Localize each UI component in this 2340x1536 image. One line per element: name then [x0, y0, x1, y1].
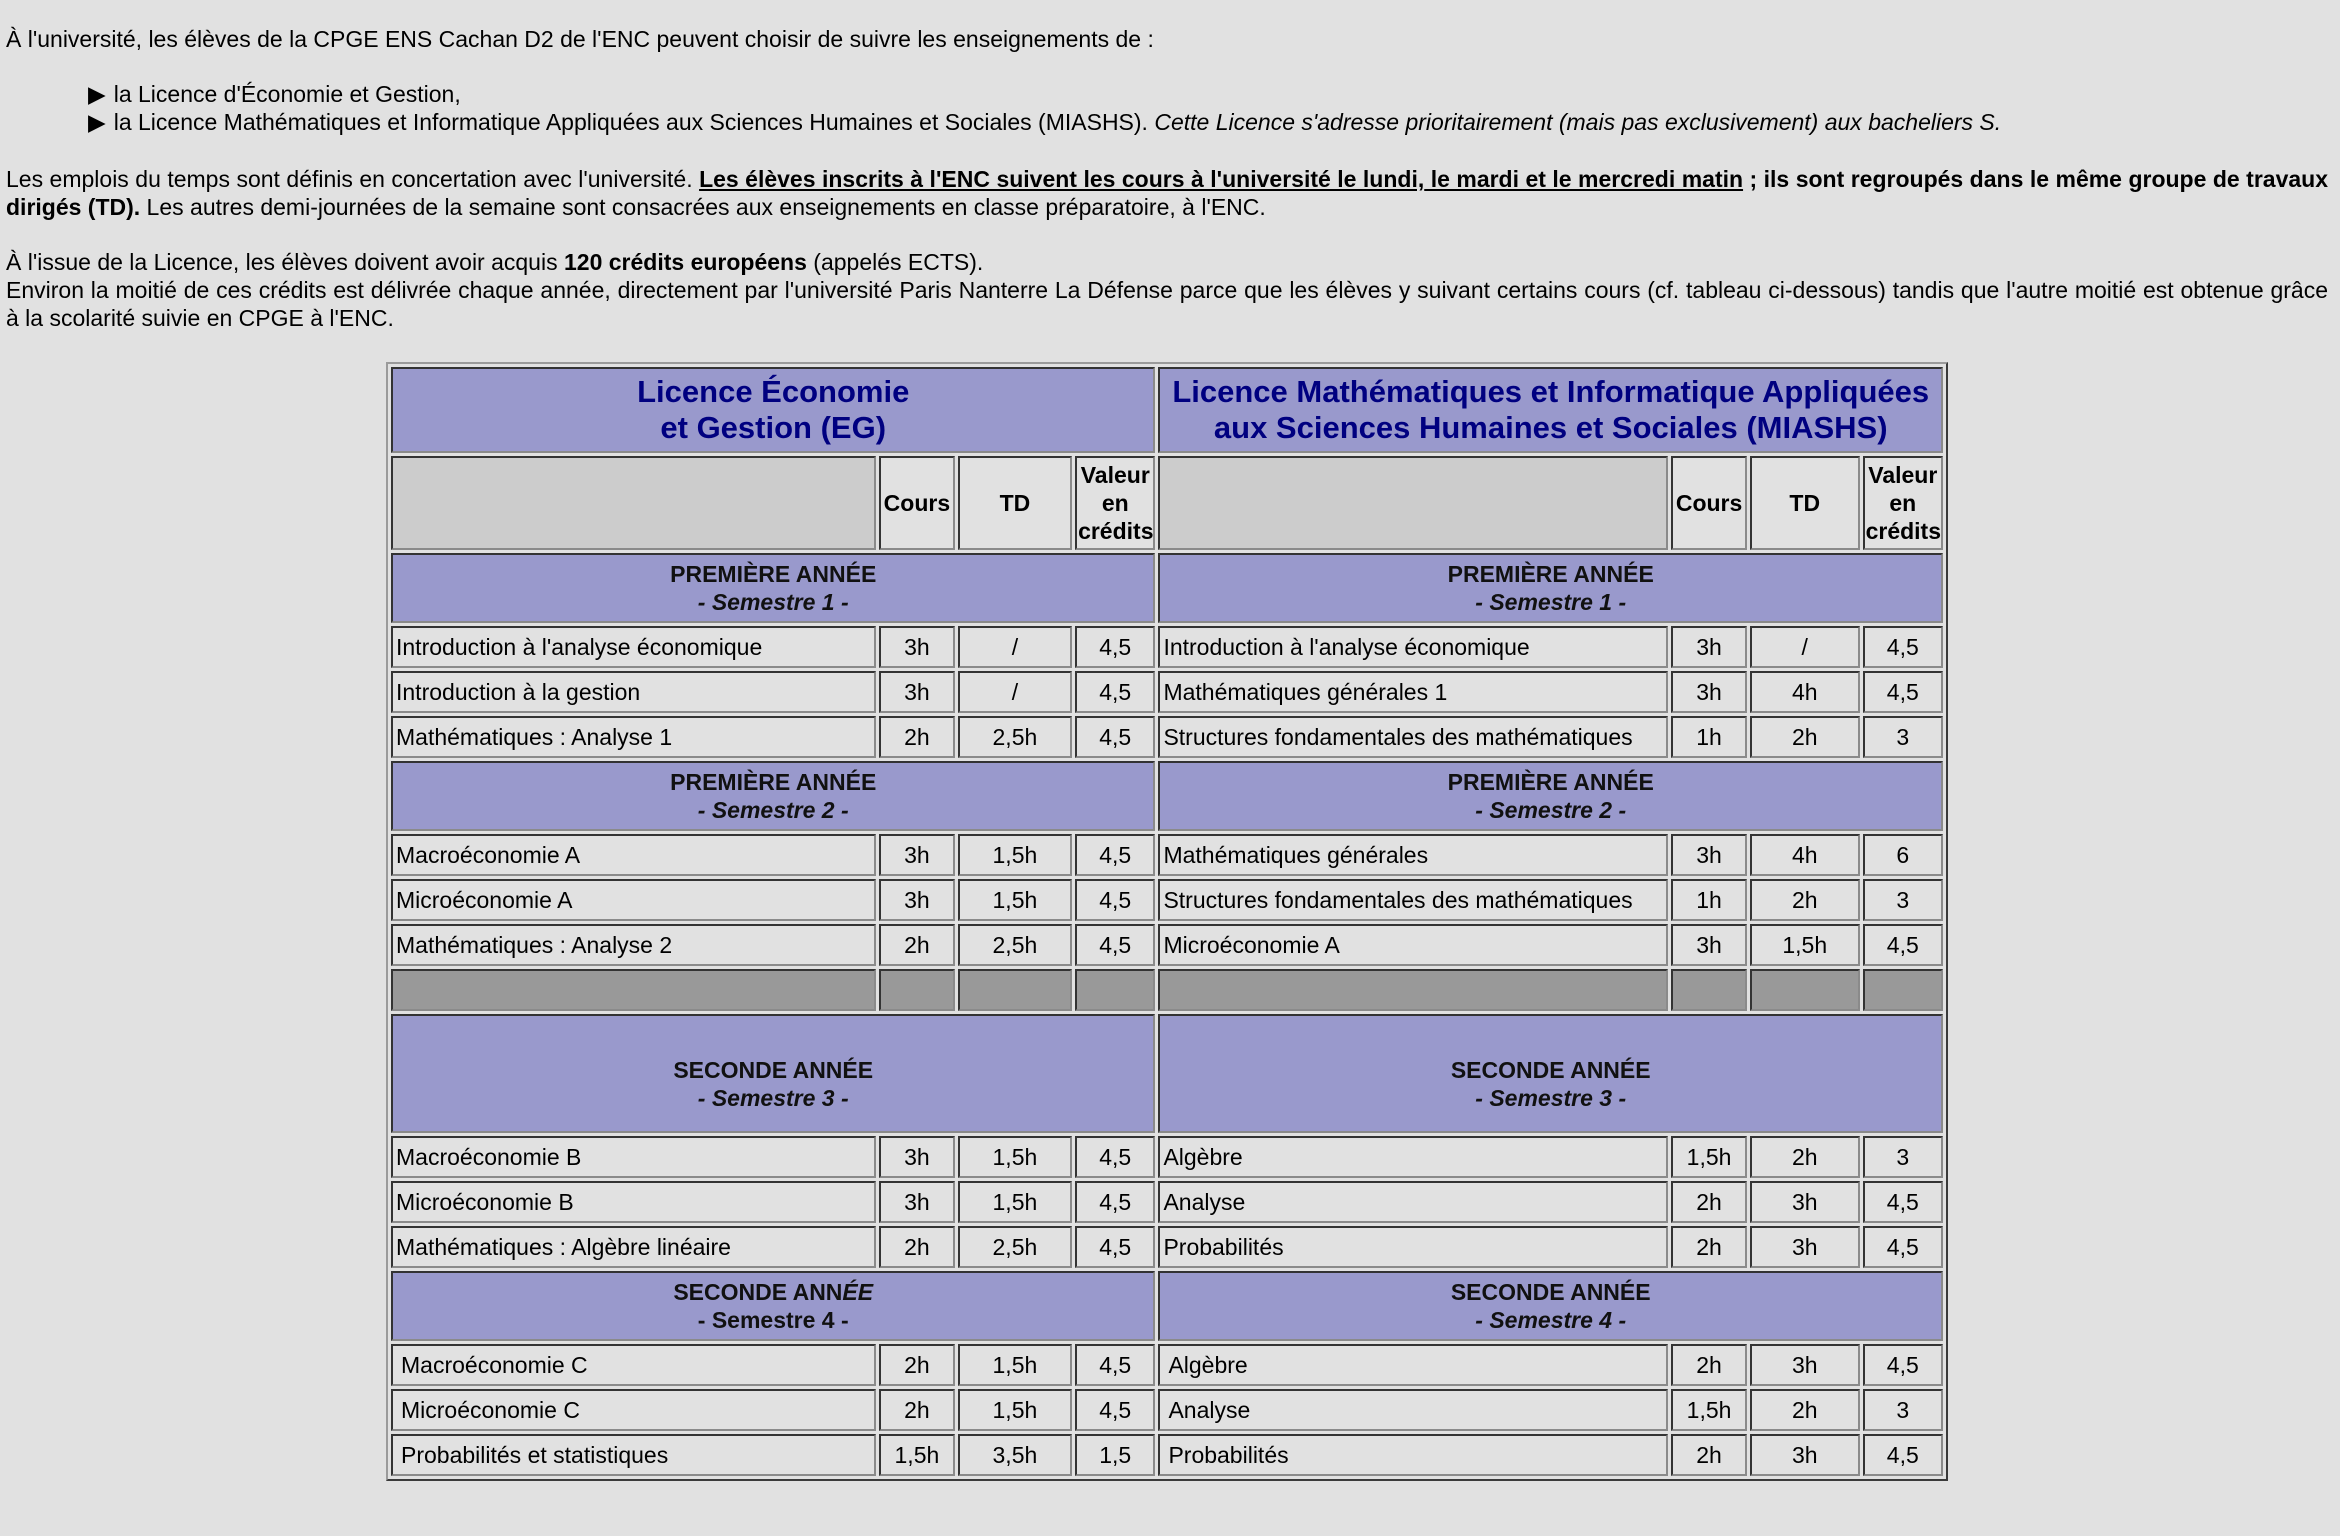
td-hours: 1,5h — [958, 879, 1072, 921]
credits-paragraph — [6, 248, 2328, 276]
licence-list — [88, 80, 2001, 136]
credits-value: 4,5 — [1075, 671, 1155, 713]
cours-hours: 3h — [879, 834, 955, 876]
course-name: Mathématiques : Analyse 1 — [391, 716, 876, 758]
list-item-text: la Licence d'Économie et Gestion, — [113, 81, 461, 107]
credits-value: 4,5 — [1075, 1344, 1155, 1386]
col-header-credits-line-3: crédits — [1078, 518, 1154, 544]
schedule-days-underlined-2: le mardi et le mercredi matin — [1424, 166, 1744, 192]
separator-cell — [1158, 969, 1668, 1011]
course-name: Macroéconomie C — [391, 1344, 876, 1386]
cours-hours: 2h — [879, 1226, 955, 1268]
cours-hours: 2h — [879, 924, 955, 966]
cours-hours: 2h — [1671, 1226, 1747, 1268]
cours-hours: 1h — [1671, 879, 1747, 921]
year-label: PREMIÈRE ANNÉE — [670, 769, 877, 795]
td-hours: 2h — [1750, 1136, 1860, 1178]
credits-count: 120 crédits européens — [563, 249, 807, 275]
year-label: PREMIÈRE ANNÉE — [1447, 769, 1654, 795]
td-hours: 3h — [1750, 1344, 1860, 1386]
td-hours: 1,5h — [958, 834, 1072, 876]
year-label: SECONDE ANNÉE — [1450, 1279, 1651, 1305]
section-header — [391, 553, 1155, 623]
miashs-title-line-1: Licence Mathématiques et Informatique Appliquées — [1172, 374, 1930, 409]
year-label: SECONDE ANNÉE — [673, 1056, 874, 1083]
cours-hours: 1,5h — [1671, 1389, 1747, 1431]
col-header-td: TD — [958, 456, 1072, 550]
course-name: Structures fondamentales des mathématiques — [1158, 879, 1668, 921]
miashs-title-line-2: aux Sciences Humaines et Sociales (MIASHS) — [1213, 410, 1888, 445]
col-header-cours: Cours — [879, 456, 955, 550]
semester-label: - Semestre 1 - — [697, 589, 849, 615]
course-name: Microéconomie B — [391, 1181, 876, 1223]
separator-cell — [879, 969, 955, 1011]
credits-value: 6 — [1863, 834, 1943, 876]
td-hours: / — [958, 626, 1072, 668]
cours-hours: 2h — [879, 1389, 955, 1431]
semester-label: - Semestre 3 - — [1475, 1084, 1627, 1111]
credits-value: 4,5 — [1863, 1434, 1943, 1476]
semester-label: - Semestre 4 - — [1475, 1307, 1627, 1333]
td-hours: 3h — [1750, 1181, 1860, 1223]
course-name: Probabilités et statistiques — [391, 1434, 876, 1476]
semester-label: - Semestre 4 - — [697, 1307, 849, 1333]
td-hours: 2h — [1750, 716, 1860, 758]
td-hours: 2,5h — [958, 1226, 1072, 1268]
course-name: Probabilités — [1158, 1226, 1668, 1268]
semester-label: - Semestre 2 - — [697, 797, 849, 823]
semester-label: - Semestre 3 - — [697, 1084, 849, 1111]
credits-value: 4,5 — [1075, 716, 1155, 758]
course-name: Macroéconomie A — [391, 834, 876, 876]
cours-hours: 3h — [879, 1181, 955, 1223]
licence-table — [386, 362, 1948, 1481]
separator-cell — [391, 969, 876, 1011]
credits-value: 4,5 — [1863, 1226, 1943, 1268]
course-name: Mathématiques : Algèbre linéaire — [391, 1226, 876, 1268]
semester-label: - Semestre 2 - — [1475, 797, 1627, 823]
course-name: Microéconomie C — [391, 1389, 876, 1431]
list-item — [88, 80, 2001, 108]
year-label: PREMIÈRE ANNÉE — [1447, 561, 1654, 587]
cours-hours: 1,5h — [1671, 1136, 1747, 1178]
eg-title — [391, 367, 1155, 453]
section-header — [1158, 553, 1943, 623]
td-hours: / — [1750, 626, 1860, 668]
credits-text: À l'issue de la Licence, les élèves doivent avoir acquis — [6, 249, 564, 275]
table-row — [391, 1434, 1943, 1476]
credits-text-end: (appelés ECTS). — [806, 249, 984, 275]
td-hours: 2,5h — [958, 924, 1072, 966]
table-row — [391, 1389, 1943, 1431]
intro-paragraph: À l'université, les élèves de la CPGE ENS Cachan D2 de l'ENC peuvent choisir de suivre les enseignements de : — [6, 26, 1154, 52]
course-name: Probabilités — [1158, 1434, 1668, 1476]
credits-value: 1,5 — [1075, 1434, 1155, 1476]
credits-value: 3 — [1863, 1136, 1943, 1178]
credits-value: 4,5 — [1075, 924, 1155, 966]
credits-value: 4,5 — [1075, 1181, 1155, 1223]
semester-label: - Semestre 1 - — [1475, 589, 1627, 615]
list-item — [88, 108, 2001, 136]
td-hours: 2h — [1750, 879, 1860, 921]
td-hours: 3h — [1750, 1226, 1860, 1268]
cours-hours: 3h — [879, 626, 955, 668]
cours-hours: 3h — [879, 1136, 955, 1178]
col-header-credits-line-2: en — [1889, 490, 1917, 516]
separator-cell — [958, 969, 1072, 1011]
course-name: Microéconomie A — [1158, 924, 1668, 966]
table-row — [391, 1136, 1943, 1178]
credits-value: 4,5 — [1075, 879, 1155, 921]
table-row — [391, 924, 1943, 966]
course-name: Algèbre — [1158, 1136, 1668, 1178]
credits-value: 4,5 — [1863, 626, 1943, 668]
schedule-group-text: ; ils sont regroupés dans le même groupe de travaux dirigés (TD). — [6, 166, 2329, 220]
cours-hours: 2h — [1671, 1181, 1747, 1223]
year-label: SECONDE ANN — [673, 1279, 843, 1305]
cours-hours: 1,5h — [879, 1434, 955, 1476]
triangle-right-icon: ▶ — [88, 109, 106, 135]
td-hours: 2h — [1750, 1389, 1860, 1431]
year-label: PREMIÈRE ANNÉE — [670, 561, 877, 587]
schedule-rest-text: Les autres demi-journées de la semaine sont consacrées aux enseignements en classe préparatoire, à l'ENC. — [140, 194, 1266, 220]
section-header — [1158, 1271, 1943, 1341]
td-hours: 4h — [1750, 834, 1860, 876]
table-row — [391, 879, 1943, 921]
year-label-italic: ÉE — [842, 1279, 874, 1305]
td-hours: 3,5h — [958, 1434, 1072, 1476]
miashs-title — [1158, 367, 1943, 453]
separator-cell — [1750, 969, 1860, 1011]
credits-detail-paragraph: Environ la moitié de ces crédits est délivrée chaque année, directement par l'université Paris Nanterre La Défense parce que les élèves y suivant certains cours (cf. tableau ci-dessous) tandis que l'autre moitié est obtenue grâce à la scolarité suivie en CPGE à l'ENC. — [6, 277, 2328, 331]
eg-title-line-1: Licence Économie — [637, 374, 910, 409]
credits-value: 3 — [1863, 1389, 1943, 1431]
td-hours: 4h — [1750, 671, 1860, 713]
course-name: Microéconomie A — [391, 879, 876, 921]
cours-hours: 2h — [1671, 1434, 1747, 1476]
year-label: SECONDE ANNÉE — [1450, 1056, 1651, 1083]
section-header — [391, 761, 1155, 831]
col-header-cours: Cours — [1671, 456, 1747, 550]
separator-cell — [1075, 969, 1155, 1011]
credits-value: 4,5 — [1075, 626, 1155, 668]
col-header-td: TD — [1750, 456, 1860, 550]
table-row — [391, 1344, 1943, 1386]
course-name: Introduction à la gestion — [391, 671, 876, 713]
td-hours: 1,5h — [958, 1389, 1072, 1431]
separator-cell — [1671, 969, 1747, 1011]
table-row — [391, 671, 1943, 713]
cours-hours: 3h — [1671, 834, 1747, 876]
blank-header-cell — [1158, 456, 1668, 550]
cours-hours: 3h — [1671, 626, 1747, 668]
section-header — [391, 1271, 1155, 1341]
credits-value: 4,5 — [1075, 1389, 1155, 1431]
course-name: Structures fondamentales des mathématiques — [1158, 716, 1668, 758]
cours-hours: 2h — [879, 1344, 955, 1386]
credits-value: 4,5 — [1863, 671, 1943, 713]
table-row — [391, 1181, 1943, 1223]
table-row — [391, 834, 1943, 876]
td-hours: 3h — [1750, 1434, 1860, 1476]
credits-value: 4,5 — [1863, 1344, 1943, 1386]
td-hours: 1,5h — [958, 1344, 1072, 1386]
col-header-credits-line-2: en — [1101, 490, 1129, 516]
separator-row — [391, 969, 1943, 1011]
td-hours: 2,5h — [958, 716, 1072, 758]
course-name: Mathématiques : Analyse 2 — [391, 924, 876, 966]
list-item-text: la Licence Mathématiques et Informatique Appliquées aux Sciences Humaines et Sociales (MIASHS). — [113, 109, 1148, 135]
course-name: Analyse — [1158, 1389, 1668, 1431]
section-header — [1158, 761, 1943, 831]
schedule-paragraph — [6, 165, 2328, 221]
course-name: Macroéconomie B — [391, 1136, 876, 1178]
table-row — [391, 716, 1943, 758]
col-header-credits-line-3: crédits — [1865, 518, 1942, 544]
schedule-text: Les emplois du temps sont définis en concertation avec l'université. — [6, 166, 700, 192]
course-name: Analyse — [1158, 1181, 1668, 1223]
blank-header-cell — [391, 456, 876, 550]
col-header-credits — [1075, 456, 1155, 550]
separator-cell — [1863, 969, 1943, 1011]
credits-value: 4,5 — [1075, 1226, 1155, 1268]
course-name: Introduction à l'analyse économique — [391, 626, 876, 668]
cours-hours: 3h — [1671, 924, 1747, 966]
td-hours: 1,5h — [1750, 924, 1860, 966]
course-name: Mathématiques générales — [1158, 834, 1668, 876]
table-row — [391, 1226, 1943, 1268]
td-hours: / — [958, 671, 1072, 713]
cours-hours: 3h — [879, 671, 955, 713]
cours-hours: 2h — [879, 716, 955, 758]
eg-title-line-2: et Gestion (EG) — [660, 410, 887, 445]
section-header — [391, 1014, 1155, 1133]
credits-value: 4,5 — [1863, 1181, 1943, 1223]
td-hours: 1,5h — [958, 1181, 1072, 1223]
credits-value: 3 — [1863, 879, 1943, 921]
td-hours: 1,5h — [958, 1136, 1072, 1178]
list-item-note: Cette Licence s'adresse prioritairement (mais pas exclusivement) aux bacheliers S. — [1154, 109, 2002, 135]
section-header — [1158, 1014, 1943, 1133]
credits-value: 4,5 — [1863, 924, 1943, 966]
col-header-credits — [1863, 456, 1943, 550]
table-row — [391, 626, 1943, 668]
credits-value: 4,5 — [1075, 1136, 1155, 1178]
cours-hours: 1h — [1671, 716, 1747, 758]
course-name: Introduction à l'analyse économique — [1158, 626, 1668, 668]
cours-hours: 3h — [879, 879, 955, 921]
col-header-credits-line-1: Valeur — [1868, 462, 1938, 488]
credits-value: 3 — [1863, 716, 1943, 758]
triangle-right-icon: ▶ — [88, 81, 106, 107]
schedule-days-underlined: Les élèves inscrits à l'ENC suivent les cours à l'université le lundi, — [699, 166, 1425, 192]
cours-hours: 3h — [1671, 671, 1747, 713]
cours-hours: 2h — [1671, 1344, 1747, 1386]
course-name: Algèbre — [1158, 1344, 1668, 1386]
col-header-credits-line-1: Valeur — [1080, 462, 1150, 488]
credits-value: 4,5 — [1075, 834, 1155, 876]
course-name: Mathématiques générales 1 — [1158, 671, 1668, 713]
